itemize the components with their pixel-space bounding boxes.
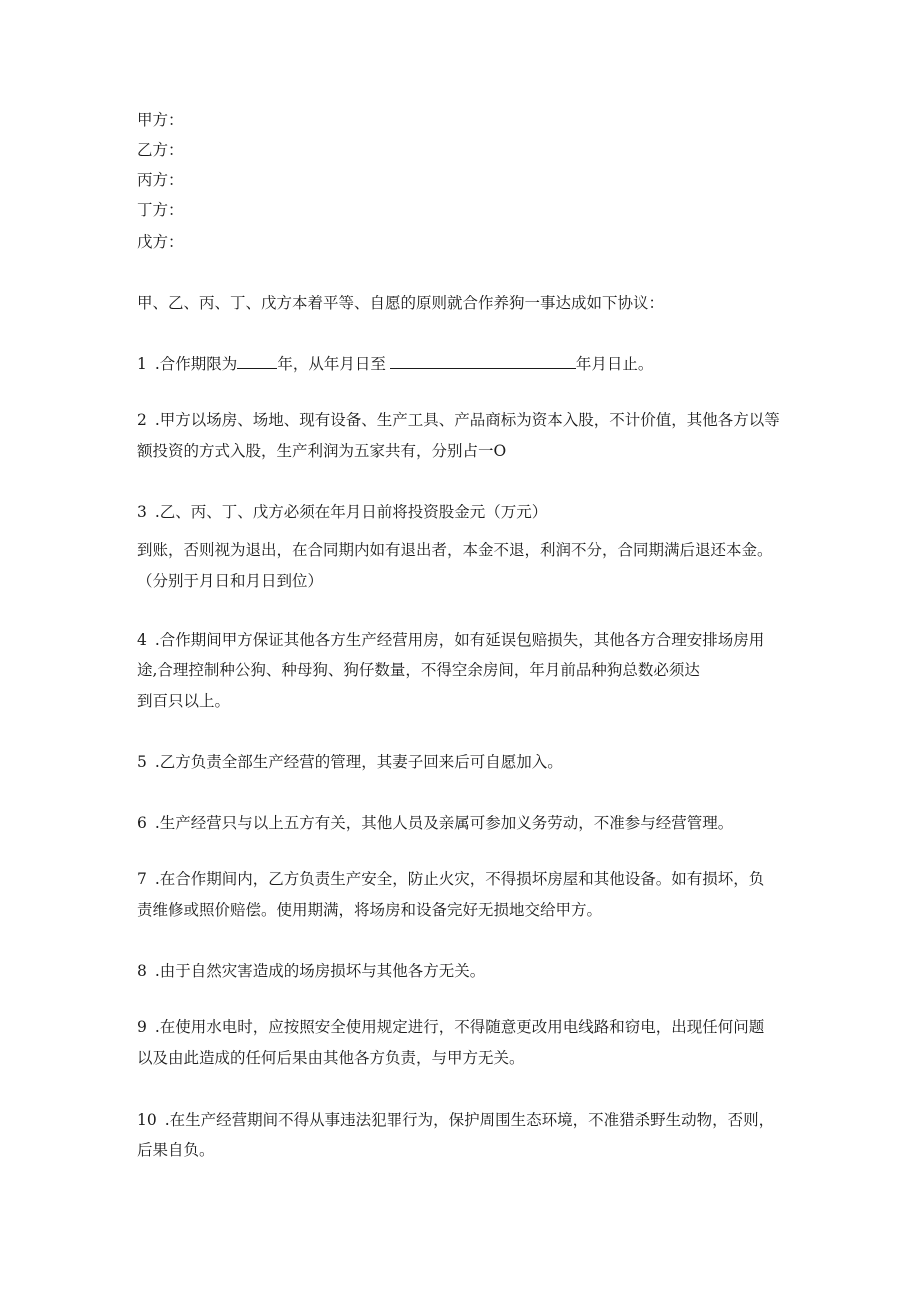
- clause-text: .合作期限为: [154, 355, 238, 373]
- clause-text: 年月日止。: [575, 355, 654, 373]
- clause-number: 2: [137, 411, 147, 429]
- clause-number: 1: [137, 355, 147, 373]
- clause-number: 7: [137, 870, 147, 888]
- clause-3-line-2: 到账，否则视为退出，在合同期内如有退出者，本金不退，利润不分，合同期满后退还本金。: [137, 541, 773, 559]
- clause-number: 3: [137, 503, 147, 521]
- clause-number: 10: [137, 1111, 157, 1129]
- clause-number: 5: [137, 753, 147, 771]
- clause-text: .在合作期间内，乙方负责生产安全，防止火灾，不得损坏房屋和其他设备。如有损坏，负: [154, 870, 765, 888]
- clause-8: [137, 961, 485, 981]
- clause-5: [137, 752, 563, 772]
- clause-7-line-1: [137, 869, 764, 889]
- clause-6: [137, 813, 733, 833]
- blank-line: [237, 354, 277, 369]
- party-jia: 甲方：: [137, 111, 184, 129]
- clause-3-line-1: [137, 502, 547, 522]
- clause-number: 6: [137, 814, 147, 832]
- clause-3-line-3: （分别于月日和月日到位）: [137, 572, 324, 590]
- clause-text: 年，从年月日至: [277, 355, 386, 373]
- clause-number: 9: [137, 1018, 147, 1036]
- clause-text: .乙、丙、丁、戊方必须在年月日前将投资股金元（万元）: [154, 503, 548, 521]
- clause-text: .在使用水电时，应按照安全使用规定进行，不得随意更改用电线路和窃电，出现任何问题: [154, 1018, 765, 1036]
- party-yi: 乙方：: [137, 141, 184, 159]
- intro-paragraph: 甲、乙、丙、丁、戊方本着平等、自愿的原则就合作养狗一事达成如下协议：: [137, 294, 665, 312]
- party-bing: 丙方：: [137, 171, 184, 189]
- clause-text: .甲方以场房、场地、现有设备、生产工具、产品商标为资本入股，不计价值，其他各方以等: [154, 411, 780, 429]
- clause-2-line-2: 额投资的方式入股，生产利润为五家共有，分别占一O: [137, 442, 507, 460]
- clause-text: .由于自然灾害造成的场房损坏与其他各方无关。: [154, 962, 486, 980]
- clause-9-line-1: [137, 1017, 764, 1037]
- clause-10-line-1: [137, 1110, 774, 1130]
- clause-2-line-1: [137, 410, 780, 430]
- clause-4-line-1: [137, 630, 764, 650]
- clause-9-line-2: 以及由此造成的任何后果由其他各方负责，与甲方无关。: [137, 1049, 525, 1067]
- clause-4-line-3: 到百只以上。: [137, 692, 231, 710]
- clause-10-line-2: 后果自负。: [137, 1141, 215, 1159]
- clause-1: [137, 354, 653, 374]
- clause-text: .生产经营只与以上五方有关，其他人员及亲属可参加义务劳动，不准参与经营管理。: [154, 814, 734, 832]
- blank-line: [390, 354, 576, 369]
- party-ding: 丁方：: [137, 201, 184, 219]
- clause-4-line-2: 途,合理控制种公狗、种母狗、狗仔数量，不得空余房间，年月前品种狗总数必须达: [137, 661, 700, 679]
- clause-number: 8: [137, 962, 147, 980]
- party-wu: 戊方：: [137, 233, 184, 251]
- clause-7-line-2: 责维修或照价赔偿。使用期满，将场房和设备完好无损地交给甲方。: [137, 901, 603, 919]
- clause-number: 4: [137, 631, 147, 649]
- clause-text: .乙方负责全部生产经营的管理，其妻子回来后可自愿加入。: [154, 753, 563, 771]
- clause-text: .合作期间甲方保证其他各方生产经营用房，如有延误包赔损失，其他各方合理安排场房用: [154, 631, 765, 649]
- clause-text: .在生产经营期间不得从事违法犯罪行为，保护周围生态环境，不准猎杀野生动物，否则，: [164, 1111, 775, 1129]
